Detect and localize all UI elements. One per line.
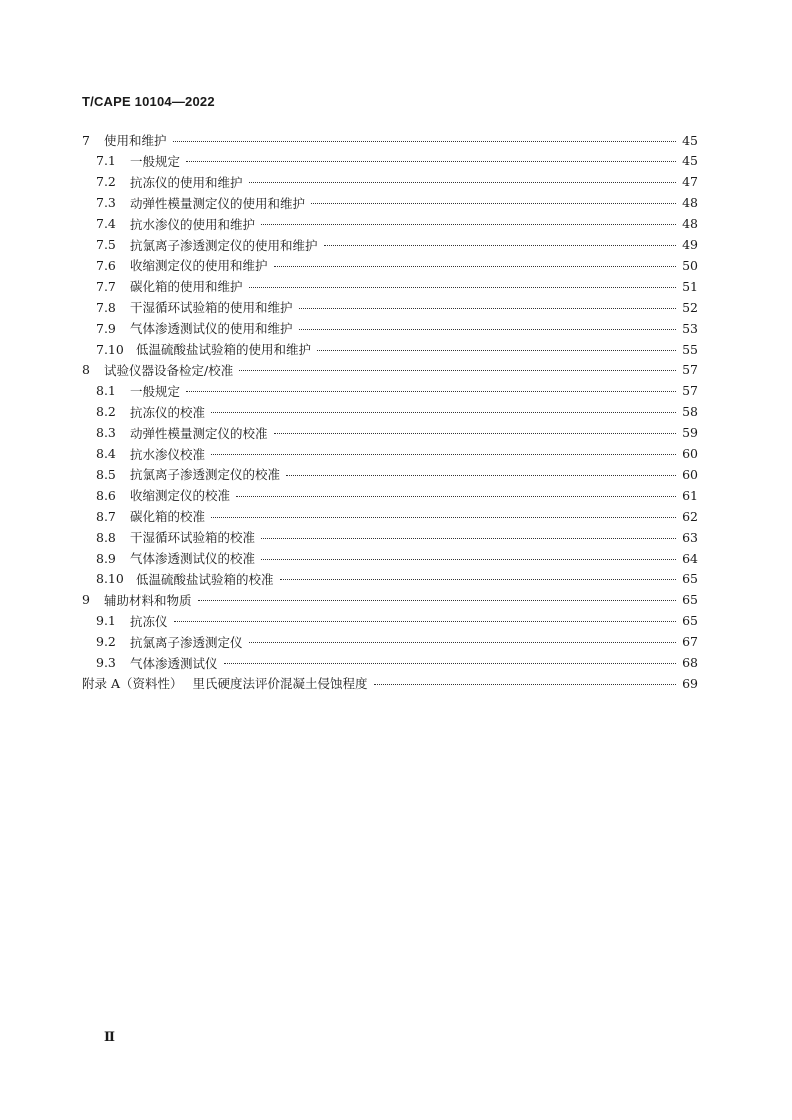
toc-entry[interactable]	[96, 611, 698, 631]
toc-entry-number: 附录 A（资料性）	[82, 676, 183, 692]
toc-entry-title: 抗氯离子渗透测定仪	[130, 634, 243, 650]
toc-entry-number: 8.1	[96, 383, 116, 399]
toc-entry-title: 收缩测定仪的校准	[130, 488, 231, 504]
toc-entry-page: 58	[682, 404, 698, 420]
toc-entry[interactable]	[96, 548, 698, 568]
toc-entry-title: 气体渗透测试仪	[130, 655, 218, 671]
dot-leader	[211, 517, 676, 518]
toc-entry-number: 9.2	[96, 634, 116, 650]
toc-entry[interactable]	[96, 485, 698, 505]
toc-entry-title: 动弹性模量测定仪的使用和维护	[130, 195, 306, 211]
toc-entry-page: 48	[682, 195, 698, 211]
toc-entry-title: 一般规定	[130, 153, 181, 169]
toc-entry-page: 49	[682, 237, 698, 252]
dot-leader	[198, 600, 676, 601]
toc-entry-number: 9	[82, 592, 90, 608]
toc-entry-number: 7.7	[96, 278, 116, 294]
toc-entry-title: 抗水渗仪的使用和维护	[130, 216, 256, 232]
dot-leader	[211, 412, 676, 413]
dot-leader	[261, 538, 676, 539]
toc-entry-title: 辅助材料和物质	[104, 592, 192, 608]
toc-entry[interactable]	[96, 402, 698, 422]
toc-entry[interactable]	[82, 673, 698, 693]
toc-entry-title: 气体渗透测试仪的使用和维护	[130, 321, 293, 337]
dot-leader	[311, 203, 676, 204]
toc-entry-title: 抗冻仪的校准	[130, 404, 206, 420]
toc-entry-number: 8.4	[96, 446, 116, 461]
toc-entry[interactable]	[96, 235, 698, 255]
toc-entry-number: 7.2	[96, 174, 116, 190]
toc-entry-title: 抗冻仪	[130, 613, 168, 629]
toc-entry[interactable]	[96, 193, 698, 213]
toc-entry-number: 7.5	[96, 237, 116, 252]
toc-entry-number: 9.1	[96, 613, 116, 629]
toc-entry[interactable]	[96, 464, 698, 484]
toc-entry[interactable]	[96, 151, 698, 171]
toc-entry-title: 干湿循环试验箱的校准	[130, 530, 256, 546]
toc-entry-page: 59	[682, 425, 698, 441]
dot-leader	[211, 454, 676, 455]
toc-entry[interactable]	[82, 360, 698, 380]
toc-entry-number: 9.3	[96, 655, 116, 670]
toc-entry-title: 低温硫酸盐试验箱的校准	[136, 571, 274, 587]
toc-entry-title: 一般规定	[130, 383, 181, 399]
toc-entry-page: 48	[682, 216, 698, 232]
dot-leader	[374, 684, 676, 685]
toc-entry-number: 8.3	[96, 425, 116, 441]
dot-leader	[186, 391, 676, 392]
toc-entry-title: 里氏硬度法评价混凝土侵蚀程度	[192, 676, 368, 692]
toc-entry-page: 65	[682, 592, 698, 608]
toc-entry-page: 45	[682, 132, 698, 148]
toc-entry-page: 68	[682, 655, 698, 670]
toc-entry-number: 7.3	[96, 195, 116, 211]
toc-entry-number: 7.8	[96, 299, 116, 315]
toc-entry-title: 抗氯离子渗透测定仪的使用和维护	[130, 237, 318, 253]
dot-leader	[174, 621, 676, 622]
toc-entry[interactable]	[96, 423, 698, 443]
toc-entry[interactable]	[96, 653, 698, 673]
toc-entry[interactable]	[96, 632, 698, 652]
dot-leader	[239, 370, 676, 371]
toc-entry-page: 51	[682, 278, 698, 294]
toc-entry-page: 62	[682, 508, 698, 524]
dot-leader	[236, 496, 676, 497]
toc-entry-number: 8.5	[96, 466, 116, 482]
toc-entry-number: 8.8	[96, 529, 116, 545]
toc-entry-page: 52	[682, 299, 698, 315]
toc-entry-title: 碳化箱的使用和维护	[130, 279, 243, 295]
toc-entry-title: 动弹性模量测定仪的校准	[130, 425, 268, 441]
toc-entry-page: 61	[682, 487, 698, 503]
toc-entry-title: 气体渗透测试仪的校准	[130, 551, 256, 566]
dot-leader	[324, 245, 676, 246]
dot-leader	[280, 579, 676, 580]
toc-entry-number: 7.10	[96, 341, 124, 357]
toc-entry-title: 低温硫酸盐试验箱的使用和维护	[136, 342, 312, 357]
toc-entry-title: 干湿循环试验箱的使用和维护	[130, 300, 293, 316]
dot-leader	[274, 266, 676, 267]
toc-entry-page: 60	[682, 466, 698, 482]
dot-leader	[173, 141, 676, 142]
toc-entry-page: 67	[682, 634, 698, 650]
dot-leader	[299, 329, 676, 330]
toc-entry-title: 抗冻仪的使用和维护	[130, 174, 243, 190]
dot-leader	[317, 350, 676, 351]
toc-entry-page: 65	[682, 613, 698, 629]
toc-entry[interactable]	[96, 527, 698, 547]
dot-leader	[261, 559, 676, 560]
toc-entry-page: 57	[682, 383, 698, 399]
toc-entry-number: 8.6	[96, 487, 116, 503]
standard-code: T/CAPE 10104—2022	[82, 94, 215, 109]
toc-entry-number: 8	[82, 362, 90, 378]
toc-entry-number: 8.2	[96, 404, 116, 420]
toc-entry[interactable]	[96, 172, 698, 192]
toc-entry-number: 7.6	[96, 257, 116, 273]
dot-leader	[261, 224, 676, 225]
dot-leader	[299, 308, 676, 309]
toc-entry-title: 使用和维护	[104, 133, 167, 148]
toc-entry-page: 69	[682, 675, 698, 691]
toc-entry-page: 53	[682, 320, 698, 336]
toc-entry[interactable]	[96, 339, 698, 359]
toc-entry-title: 试验仪器设备检定/校准	[104, 362, 234, 378]
toc-entry[interactable]	[96, 381, 698, 401]
toc-entry-number: 8.7	[96, 508, 116, 524]
toc-entry[interactable]	[96, 297, 698, 317]
toc-entry-page: 60	[682, 446, 698, 461]
toc-entry-page: 57	[682, 362, 698, 378]
toc-entry-number: 8.10	[96, 571, 124, 587]
toc-entry[interactable]	[96, 506, 698, 526]
toc-entry[interactable]	[82, 130, 698, 150]
toc-entry[interactable]	[82, 590, 698, 610]
toc-entry-page: 64	[682, 550, 698, 566]
toc-entry-page: 63	[682, 529, 698, 545]
toc-entry[interactable]	[96, 214, 698, 234]
toc-entry-page: 65	[682, 571, 698, 587]
dot-leader	[186, 161, 676, 162]
toc-entry-number: 8.9	[96, 550, 116, 566]
toc-entry[interactable]	[96, 569, 698, 589]
toc-entry-number: 7.1	[96, 153, 116, 169]
toc-entry[interactable]	[96, 276, 698, 296]
page-number: Ⅱ	[104, 1030, 115, 1045]
toc-entry-page: 50	[682, 257, 698, 273]
toc-entry-title: 碳化箱的校准	[130, 509, 206, 525]
dot-leader	[224, 663, 676, 664]
toc-entry-number: 7.4	[96, 216, 116, 232]
toc-entry-title: 抗氯离子渗透测定仪的校准	[130, 467, 281, 483]
dot-leader	[249, 642, 676, 643]
dot-leader	[249, 182, 676, 183]
toc-entry[interactable]	[96, 444, 698, 464]
toc-entry-number: 7	[82, 132, 90, 148]
toc-entry-page: 47	[682, 174, 698, 190]
toc-entry-title: 收缩测定仪的使用和维护	[130, 258, 268, 274]
dot-leader	[249, 287, 676, 288]
toc-entry-page: 55	[682, 341, 698, 357]
toc-entry-page: 45	[682, 153, 698, 169]
toc-entry-title: 抗水渗仪校准	[130, 446, 206, 462]
toc-entry[interactable]	[96, 318, 698, 338]
toc-entry-number: 7.9	[96, 320, 116, 336]
dot-leader	[286, 475, 676, 476]
toc-entry[interactable]	[96, 255, 698, 275]
dot-leader	[274, 433, 676, 434]
